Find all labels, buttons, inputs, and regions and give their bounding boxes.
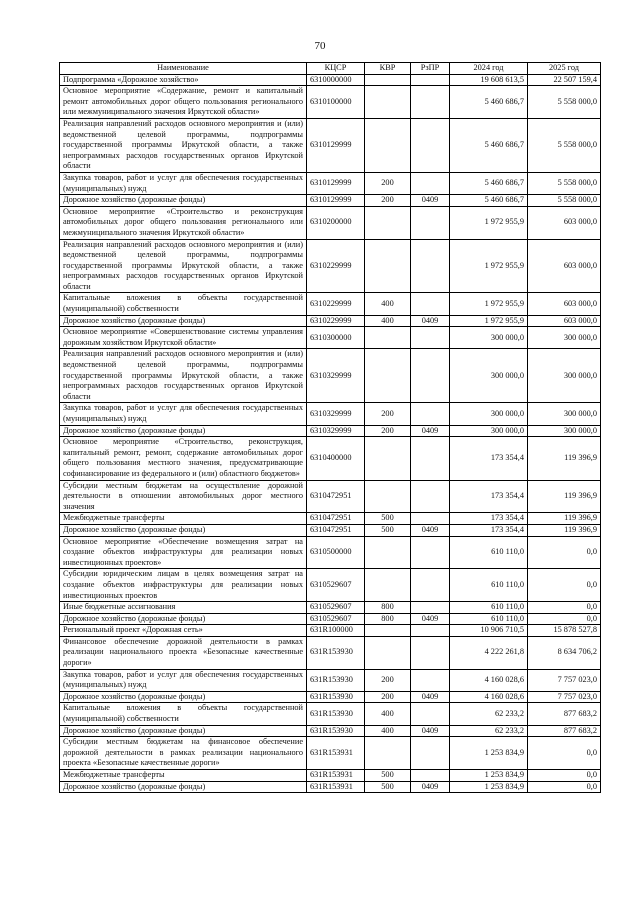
row-2025-cell: 877 683,2 xyxy=(528,725,601,737)
row-kvr-cell: 200 xyxy=(365,195,411,207)
row-name-cell: Основное мероприятие «Обеспечение возмещения затрат на создание объектов инфраструктуры для реализации новых инвестиционных проектов» xyxy=(60,536,307,569)
row-kcsr-cell: 6310300000 xyxy=(307,327,365,349)
row-kvr-cell: 500 xyxy=(365,781,411,793)
row-2025-cell: 5 558 000,0 xyxy=(528,118,601,172)
row-2024-cell: 173 354,4 xyxy=(450,524,528,536)
row-rzpr-cell xyxy=(411,172,450,194)
row-kvr-cell xyxy=(365,737,411,770)
row-rzpr-cell xyxy=(411,74,450,86)
row-2024-cell: 5 460 686,7 xyxy=(450,195,528,207)
row-2025-cell: 0,0 xyxy=(528,737,601,770)
table-row xyxy=(60,315,601,327)
row-kvr-cell xyxy=(365,437,411,480)
row-kcsr-cell: 6310100000 xyxy=(307,86,365,119)
row-kvr-cell xyxy=(365,86,411,119)
row-kvr-cell xyxy=(365,636,411,669)
row-rzpr-cell xyxy=(411,625,450,637)
row-2025-cell: 300 000,0 xyxy=(528,327,601,349)
row-rzpr-cell xyxy=(411,118,450,172)
row-kvr-cell: 500 xyxy=(365,770,411,782)
header-kcsr: КЦСР xyxy=(307,63,365,75)
row-rzpr-cell xyxy=(411,569,450,602)
row-kcsr-cell: 6310200000 xyxy=(307,206,365,239)
table-row xyxy=(60,737,601,770)
row-rzpr-cell: 0409 xyxy=(411,315,450,327)
row-rzpr-cell xyxy=(411,293,450,315)
row-2024-cell: 62 233,2 xyxy=(450,725,528,737)
table-row xyxy=(60,206,601,239)
table-row xyxy=(60,669,601,691)
row-name-cell: Субсидии юридическим лицам в целях возмещения затрат на создание объектов инфраструктуры для реализации новых инвестиционных проектов xyxy=(60,569,307,602)
row-kvr-cell xyxy=(365,569,411,602)
row-2024-cell: 173 354,4 xyxy=(450,513,528,525)
row-rzpr-cell xyxy=(411,536,450,569)
table-row xyxy=(60,195,601,207)
row-2024-cell: 1 253 834,9 xyxy=(450,737,528,770)
row-2025-cell: 0,0 xyxy=(528,613,601,625)
table-row xyxy=(60,636,601,669)
row-name-cell: Реализация направлений расходов основного мероприятия и (или) ведомственной целевой программы, подпрограммы государственной программы Иркутской области, а также непрограммных расходов государственных органов Иркутской области xyxy=(60,349,307,403)
row-kvr-cell xyxy=(365,349,411,403)
row-2024-cell: 1 253 834,9 xyxy=(450,781,528,793)
row-rzpr-cell xyxy=(411,480,450,513)
row-2024-cell: 300 000,0 xyxy=(450,349,528,403)
row-name-cell: Дорожное хозяйство (дорожные фонды) xyxy=(60,315,307,327)
row-2024-cell: 1 972 955,9 xyxy=(450,206,528,239)
table-row xyxy=(60,437,601,480)
row-rzpr-cell: 0409 xyxy=(411,691,450,703)
row-rzpr-cell xyxy=(411,513,450,525)
table-row xyxy=(60,536,601,569)
row-name-cell: Иные бюджетные ассигнования xyxy=(60,602,307,614)
header-2024: 2024 год xyxy=(450,63,528,75)
row-kcsr-cell: 6310129999 xyxy=(307,195,365,207)
row-kvr-cell: 800 xyxy=(365,613,411,625)
table-row xyxy=(60,172,601,194)
row-2025-cell: 603 000,0 xyxy=(528,315,601,327)
row-rzpr-cell xyxy=(411,239,450,293)
row-name-cell: Закупка товаров, работ и услуг для обеспечения государственных (муниципальных) нужд xyxy=(60,403,307,425)
row-2025-cell: 7 757 023,0 xyxy=(528,691,601,703)
row-2024-cell: 5 460 686,7 xyxy=(450,172,528,194)
row-kvr-cell: 400 xyxy=(365,725,411,737)
table-row xyxy=(60,293,601,315)
row-name-cell: Региональный проект «Дорожная сеть» xyxy=(60,625,307,637)
table-row xyxy=(60,349,601,403)
row-kcsr-cell: 6310329999 xyxy=(307,349,365,403)
table-row xyxy=(60,625,601,637)
header-2025: 2025 год xyxy=(528,63,601,75)
row-2025-cell: 119 396,9 xyxy=(528,524,601,536)
row-rzpr-cell xyxy=(411,669,450,691)
row-rzpr-cell xyxy=(411,403,450,425)
header-rzpr: РзПР xyxy=(411,63,450,75)
table-row xyxy=(60,613,601,625)
row-kcsr-cell: 631R153930 xyxy=(307,669,365,691)
row-kvr-cell: 400 xyxy=(365,703,411,725)
row-name-cell: Дорожное хозяйство (дорожные фонды) xyxy=(60,524,307,536)
row-rzpr-cell: 0409 xyxy=(411,425,450,437)
row-kcsr-cell: 6310229999 xyxy=(307,239,365,293)
row-2025-cell: 0,0 xyxy=(528,770,601,782)
row-kvr-cell xyxy=(365,239,411,293)
table-row xyxy=(60,569,601,602)
row-2024-cell: 4 160 028,6 xyxy=(450,669,528,691)
row-2025-cell: 119 396,9 xyxy=(528,513,601,525)
row-2024-cell: 173 354,4 xyxy=(450,480,528,513)
row-rzpr-cell xyxy=(411,349,450,403)
row-2024-cell: 4 160 028,6 xyxy=(450,691,528,703)
row-kvr-cell xyxy=(365,480,411,513)
row-kcsr-cell: 6310472951 xyxy=(307,480,365,513)
row-name-cell: Капитальные вложения в объекты государственной (муниципальной) собственности xyxy=(60,293,307,315)
row-name-cell: Межбюджетные трансферты xyxy=(60,770,307,782)
row-name-cell: Межбюджетные трансферты xyxy=(60,513,307,525)
table-row xyxy=(60,118,601,172)
row-2024-cell: 19 608 613,5 xyxy=(450,74,528,86)
row-kvr-cell xyxy=(365,206,411,239)
row-kvr-cell: 200 xyxy=(365,691,411,703)
row-name-cell: Реализация направлений расходов основного мероприятия и (или) ведомственной целевой программы, подпрограммы государственной программы Иркутской области, а также непрограммных расходов государственных органов Иркутской области xyxy=(60,239,307,293)
row-2025-cell: 0,0 xyxy=(528,536,601,569)
row-2024-cell: 610 110,0 xyxy=(450,602,528,614)
row-rzpr-cell xyxy=(411,437,450,480)
table-row xyxy=(60,725,601,737)
row-rzpr-cell: 0409 xyxy=(411,781,450,793)
row-kcsr-cell: 6310329999 xyxy=(307,425,365,437)
row-kvr-cell xyxy=(365,536,411,569)
table-row xyxy=(60,480,601,513)
row-kvr-cell: 200 xyxy=(365,403,411,425)
row-2025-cell: 0,0 xyxy=(528,781,601,793)
row-name-cell: Основное мероприятие «Строительство и реконструкция автомобильных дорог общего пользования регионального или межмуниципального значения Иркутской области» xyxy=(60,206,307,239)
row-name-cell: Основное мероприятие «Строительство, реконструкция, капитальный ремонт, ремонт, содержание автомобильных дорог общего пользования местного значения, предусматривающие софинансирование из федерального и (или) областного бюджетов» xyxy=(60,437,307,480)
row-name-cell: Закупка товаров, работ и услуг для обеспечения государственных (муниципальных) нужд xyxy=(60,172,307,194)
row-2024-cell: 610 110,0 xyxy=(450,613,528,625)
row-kcsr-cell: 631R153930 xyxy=(307,636,365,669)
table-row xyxy=(60,74,601,86)
row-2025-cell: 300 000,0 xyxy=(528,425,601,437)
row-kcsr-cell: 6310000000 xyxy=(307,74,365,86)
row-name-cell: Реализация направлений расходов основного мероприятия и (или) ведомственной целевой программы, подпрограммы государственной программы Иркутской области, а также непрограммных расходов государственных органов Иркутской области xyxy=(60,118,307,172)
table-row xyxy=(60,602,601,614)
table-row xyxy=(60,327,601,349)
row-rzpr-cell xyxy=(411,327,450,349)
row-kcsr-cell: 631R153930 xyxy=(307,691,365,703)
row-kvr-cell xyxy=(365,327,411,349)
table-row xyxy=(60,691,601,703)
header-kvr: КВР xyxy=(365,63,411,75)
row-rzpr-cell xyxy=(411,737,450,770)
row-2025-cell: 300 000,0 xyxy=(528,403,601,425)
row-2025-cell: 15 878 527,8 xyxy=(528,625,601,637)
row-name-cell: Дорожное хозяйство (дорожные фонды) xyxy=(60,613,307,625)
row-2025-cell: 603 000,0 xyxy=(528,239,601,293)
row-rzpr-cell xyxy=(411,636,450,669)
row-kcsr-cell: 631R153930 xyxy=(307,703,365,725)
row-2025-cell: 300 000,0 xyxy=(528,349,601,403)
row-rzpr-cell: 0409 xyxy=(411,613,450,625)
row-2025-cell: 22 507 159,4 xyxy=(528,74,601,86)
row-kcsr-cell: 6310472951 xyxy=(307,524,365,536)
row-2024-cell: 1 972 955,9 xyxy=(450,239,528,293)
row-2025-cell: 5 558 000,0 xyxy=(528,172,601,194)
row-2024-cell: 173 354,4 xyxy=(450,437,528,480)
table-row xyxy=(60,703,601,725)
row-kcsr-cell: 6310329999 xyxy=(307,403,365,425)
row-name-cell: Финансовое обеспечение дорожной деятельности в рамках реализации национального проекта «Безопасные качественные дороги» xyxy=(60,636,307,669)
row-2025-cell: 603 000,0 xyxy=(528,293,601,315)
row-kvr-cell: 200 xyxy=(365,425,411,437)
row-2025-cell: 7 757 023,0 xyxy=(528,669,601,691)
row-2025-cell: 603 000,0 xyxy=(528,206,601,239)
row-name-cell: Закупка товаров, работ и услуг для обеспечения государственных (муниципальных) нужд xyxy=(60,669,307,691)
row-kvr-cell: 800 xyxy=(365,602,411,614)
row-2025-cell: 5 558 000,0 xyxy=(528,86,601,119)
row-kcsr-cell: 6310229999 xyxy=(307,315,365,327)
row-rzpr-cell xyxy=(411,770,450,782)
row-2024-cell: 610 110,0 xyxy=(450,536,528,569)
row-2024-cell: 300 000,0 xyxy=(450,327,528,349)
row-name-cell: Субсидии местным бюджетам на осуществление дорожной деятельности в отношении автомобильных дорог местного значения xyxy=(60,480,307,513)
row-name-cell: Капитальные вложения в объекты государственной (муниципальной) собственности xyxy=(60,703,307,725)
row-2025-cell: 8 634 706,2 xyxy=(528,636,601,669)
table-row xyxy=(60,403,601,425)
row-name-cell: Дорожное хозяйство (дорожные фонды) xyxy=(60,425,307,437)
row-kvr-cell xyxy=(365,625,411,637)
row-2025-cell: 877 683,2 xyxy=(528,703,601,725)
row-name-cell: Дорожное хозяйство (дорожные фонды) xyxy=(60,691,307,703)
row-2025-cell: 0,0 xyxy=(528,569,601,602)
row-2025-cell: 119 396,9 xyxy=(528,480,601,513)
row-2024-cell: 62 233,2 xyxy=(450,703,528,725)
row-kcsr-cell: 6310129999 xyxy=(307,172,365,194)
page-number: 70 xyxy=(314,40,326,52)
row-kvr-cell: 500 xyxy=(365,513,411,525)
row-2024-cell: 300 000,0 xyxy=(450,403,528,425)
row-kcsr-cell: 6310229999 xyxy=(307,293,365,315)
table-header-row xyxy=(60,63,601,75)
row-kcsr-cell: 6310500000 xyxy=(307,536,365,569)
row-kcsr-cell: 6310472951 xyxy=(307,513,365,525)
row-kcsr-cell: 631R153931 xyxy=(307,781,365,793)
row-name-cell: Субсидии местным бюджетам на финансовое обеспечение дорожной деятельности в рамках реализации национального проекта «Безопасные качественные дороги» xyxy=(60,737,307,770)
row-kcsr-cell: 631R153931 xyxy=(307,770,365,782)
row-rzpr-cell: 0409 xyxy=(411,524,450,536)
row-2025-cell: 0,0 xyxy=(528,602,601,614)
row-name-cell: Дорожное хозяйство (дорожные фонды) xyxy=(60,781,307,793)
row-kvr-cell: 500 xyxy=(365,524,411,536)
row-name-cell: Дорожное хозяйство (дорожные фонды) xyxy=(60,725,307,737)
table-row xyxy=(60,770,601,782)
budget-table xyxy=(59,62,601,793)
row-kcsr-cell: 631R100000 xyxy=(307,625,365,637)
row-kcsr-cell: 6310129999 xyxy=(307,118,365,172)
row-name-cell: Основное мероприятие «Содержание, ремонт и капитальный ремонт автомобильных дорог общего пользования регионального или межмуниципального значения Иркутской области» xyxy=(60,86,307,119)
row-2025-cell: 119 396,9 xyxy=(528,437,601,480)
row-kvr-cell: 200 xyxy=(365,669,411,691)
header-name: Наименование xyxy=(60,63,307,75)
row-kvr-cell xyxy=(365,118,411,172)
row-kvr-cell: 200 xyxy=(365,172,411,194)
row-2024-cell: 300 000,0 xyxy=(450,425,528,437)
row-2024-cell: 5 460 686,7 xyxy=(450,86,528,119)
row-kcsr-cell: 6310529607 xyxy=(307,602,365,614)
row-kcsr-cell: 631R153931 xyxy=(307,737,365,770)
row-2024-cell: 1 972 955,9 xyxy=(450,315,528,327)
row-rzpr-cell: 0409 xyxy=(411,725,450,737)
row-rzpr-cell xyxy=(411,703,450,725)
table-row xyxy=(60,524,601,536)
row-rzpr-cell: 0409 xyxy=(411,195,450,207)
row-rzpr-cell xyxy=(411,86,450,119)
row-kvr-cell: 400 xyxy=(365,293,411,315)
row-kvr-cell xyxy=(365,74,411,86)
row-name-cell: Дорожное хозяйство (дорожные фонды) xyxy=(60,195,307,207)
table-row xyxy=(60,781,601,793)
table-row xyxy=(60,239,601,293)
table-row xyxy=(60,425,601,437)
row-2024-cell: 1 972 955,9 xyxy=(450,293,528,315)
row-2024-cell: 5 460 686,7 xyxy=(450,118,528,172)
row-kcsr-cell: 6310529607 xyxy=(307,613,365,625)
row-kcsr-cell: 6310400000 xyxy=(307,437,365,480)
row-kcsr-cell: 631R153930 xyxy=(307,725,365,737)
row-2024-cell: 1 253 834,9 xyxy=(450,770,528,782)
row-kcsr-cell: 6310529607 xyxy=(307,569,365,602)
table-row xyxy=(60,86,601,119)
row-name-cell: Основное мероприятие «Совершенствование системы управления дорожным хозяйством Иркутской области» xyxy=(60,327,307,349)
row-rzpr-cell xyxy=(411,206,450,239)
row-rzpr-cell xyxy=(411,602,450,614)
row-2024-cell: 4 222 261,8 xyxy=(450,636,528,669)
row-2025-cell: 5 558 000,0 xyxy=(528,195,601,207)
row-2024-cell: 10 906 710,5 xyxy=(450,625,528,637)
row-kvr-cell: 400 xyxy=(365,315,411,327)
row-name-cell: Подпрограмма «Дорожное хозяйство» xyxy=(60,74,307,86)
row-2024-cell: 610 110,0 xyxy=(450,569,528,602)
table-row xyxy=(60,513,601,525)
